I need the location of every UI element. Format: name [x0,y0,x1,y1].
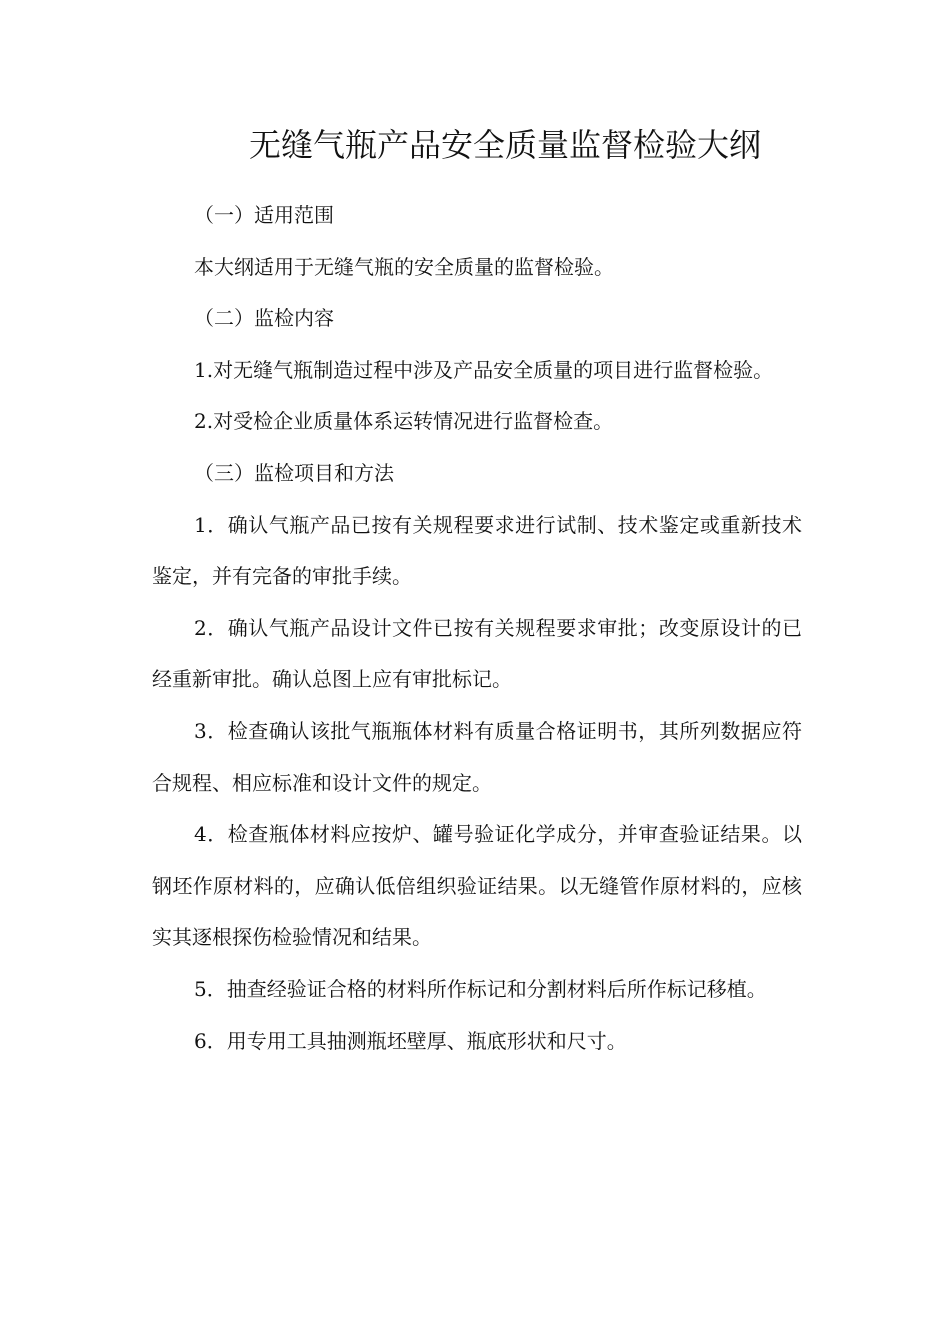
paragraph-content-1: 1.对无缝气瓶制造过程中涉及产品安全质量的项目进行监督检验。 [194,357,774,382]
paragraph-content-2: 2.对受检企业质量体系运转情况进行监督检查。 [194,409,614,434]
document-title: 无缝气瓶产品安全质量监督检验大纲 [248,126,761,164]
section-heading-scope: （一）适用范围 [194,203,334,227]
paragraph-item-6: 6．用专用工具抽测瓶坯壁厚、瓶底形状和尺寸。 [194,1028,627,1053]
paragraph-item-2: 2．确认气瓶产品设计文件已按有关规程要求审批；改变原设计的已经重新审批。确认总图上应有审批标记。 [152,615,802,692]
section-heading-items: （三）监检项目和方法 [194,460,394,485]
paragraph-item-4: 4．检查瓶体材料应按炉、罐号验证化学成分，并审查验证结果。以钢坯作原材料的，应确认低倍组织验证结果。以无缝管作原材料的，应核实其逐根探伤检验情况和结果。 [152,822,802,950]
paragraph-scope: 本大纲适用于无缝气瓶的安全质量的监督检验。 [194,254,614,279]
paragraph-item-1: 1．确认气瓶产品已按有关规程要求进行试制、技术鉴定或重新技术鉴定，并有完备的审批手续。 [152,512,802,589]
paragraph-item-5: 5．抽查经验证合格的材料所作标记和分割材料后所作标记移植。 [194,976,767,1001]
paragraph-item-3: 3．检查确认该批气瓶瓶体材料有质量合格证明书，其所列数据应符合规程、相应标准和设计文件的规定。 [152,718,802,795]
document-body [152,190,802,1067]
section-heading-content: （二）监检内容 [194,306,334,331]
